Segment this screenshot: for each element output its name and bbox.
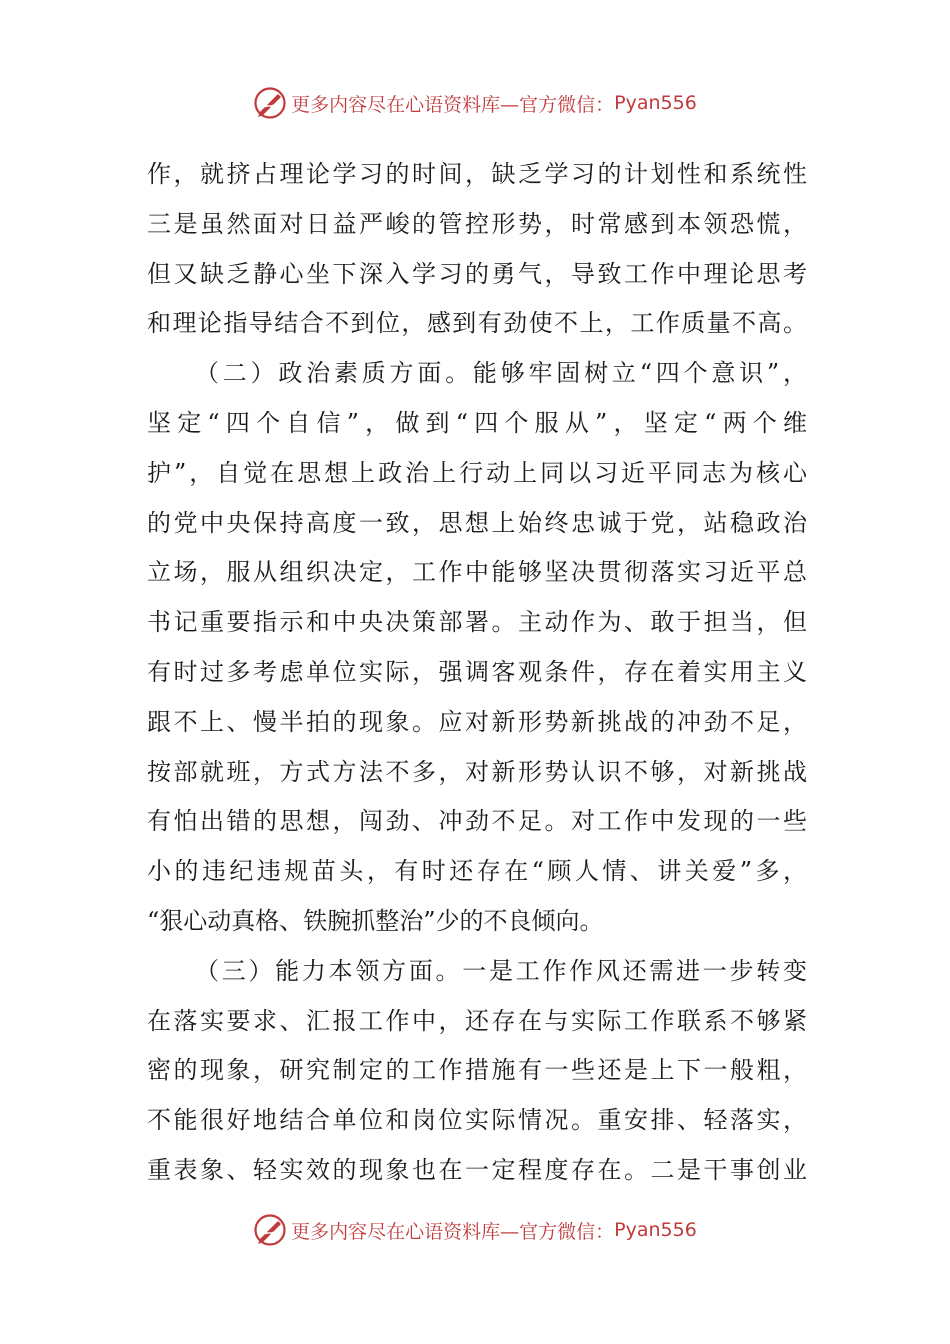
- document-body: [147, 150, 807, 1196]
- text-line: 立场，服从组织决定，工作中能够坚决贯彻落实习近平总: [147, 558, 807, 587]
- pen-circle-logo-icon: [253, 1213, 287, 1247]
- text-line: 护”，自觉在思想上政治上行动上同以习近平同志为核心: [147, 458, 807, 487]
- text-line: 重表象、轻实效的现象也在一定程度存在。二是干事创业: [147, 1155, 807, 1184]
- text-line: 有怕出错的思想，闯劲、冲劲不足。对工作中发现的一些: [147, 807, 807, 836]
- text-line: 作，就挤占理论学习的时间，缺乏学习的计划性和系统性: [147, 160, 807, 188]
- text-line: 在落实要求、汇报工作中，还存在与实际工作联系不够紧: [147, 1006, 807, 1035]
- header-watermark: [0, 83, 950, 123]
- section-heading-line: （三）能力本领方面。一是工作作风还需进一步转变: [195, 956, 807, 985]
- text-line: 按部就班，方式方法不多，对新形势认识不够，对新挑战: [147, 757, 807, 786]
- section-heading-line: （二）政治素质方面。能够牢固树立“四个意识”，: [195, 359, 807, 388]
- text-line: 和理论指导结合不到位，感到有劲使不上，工作质量不高。: [147, 309, 807, 338]
- text-line: “狠心动真格、铁腕抓整治”少的不良倾向。: [147, 906, 604, 935]
- text-line: 但又缺乏静心坐下深入学习的勇气，导致工作中理论思考: [147, 259, 807, 288]
- text-line: 三是虽然面对日益严峻的管控形势，时常感到本领恐慌，: [147, 209, 807, 238]
- watermark-wechat-id: Pyan556: [614, 1219, 697, 1241]
- text-line: 的党中央保持高度一致，思想上始终忠诚于党，站稳政治: [147, 508, 807, 537]
- pen-circle-logo-icon: [253, 86, 287, 120]
- text-line: 有时过多考虑单位实际，强调客观条件，存在着实用主义: [147, 657, 807, 686]
- watermark-text: 更多内容尽在心语资料库—官方微信：: [291, 1220, 615, 1243]
- text-line: 不能很好地结合单位和岗位实际情况。重安排、轻落实，: [147, 1106, 807, 1135]
- text-line: 密的现象，研究制定的工作措施有一些还是上下一般粗，: [147, 1056, 807, 1085]
- text-line: 书记重要指示和中央决策部署。主动作为、敢于担当，但: [147, 608, 807, 637]
- watermark-text: 更多内容尽在心语资料库—官方微信：: [291, 93, 615, 116]
- watermark-wechat-id: Pyan556: [614, 92, 697, 114]
- text-line: 小的违纪违规苗头，有时还存在“顾人情、讲关爱”多，: [147, 857, 807, 886]
- footer-watermark: [0, 1210, 950, 1250]
- text-line: 坚定“四个自信”，做到“四个服从”，坚定“两个维: [147, 408, 807, 437]
- text-line: 跟不上、慢半拍的现象。应对新形势新挑战的冲劲不足，: [147, 707, 807, 736]
